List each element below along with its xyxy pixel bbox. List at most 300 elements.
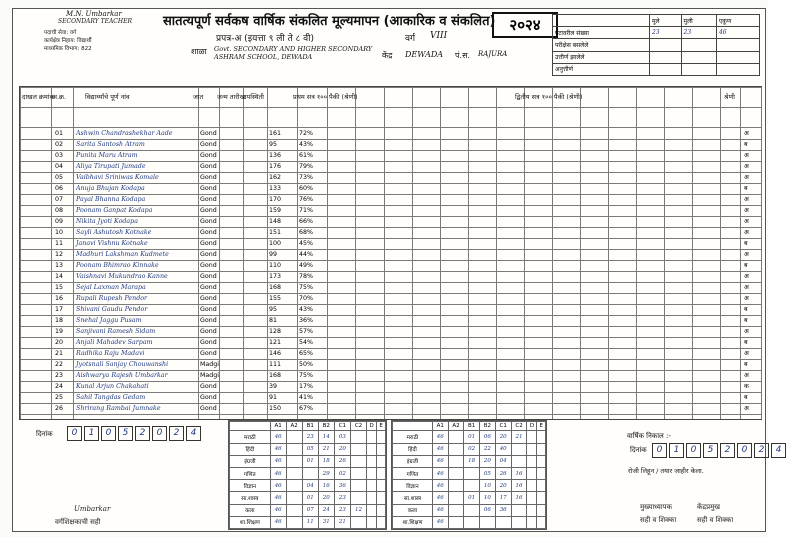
student-name: Shivani Gaudu Pendor — [76, 306, 148, 313]
attendance-days: 146 — [269, 350, 282, 357]
student-row — [20, 250, 761, 260]
grade-count: 01 — [464, 492, 480, 504]
student-row — [20, 305, 761, 315]
term1-header: प्रथम सत्र १०० पैकी (श्रेणी) — [293, 93, 358, 101]
form-subtitle: प्रपत्र-अ (इयत्ता ९ ली ते ८ वी) — [216, 34, 314, 44]
grade-count — [448, 455, 464, 467]
student-name: Snehal Jaggu Pusam — [76, 317, 142, 324]
final-grade: ब — [744, 306, 748, 313]
attendance-percent: 54% — [299, 339, 313, 346]
grade-count — [367, 492, 377, 504]
grade-count — [527, 516, 537, 528]
student-caste: Gond — [200, 174, 217, 181]
final-grade: ब — [744, 141, 748, 148]
grade-count — [377, 516, 386, 528]
grade-count — [350, 480, 366, 492]
student-row — [20, 393, 761, 403]
final-grade: अ — [744, 372, 749, 379]
grade-count — [286, 455, 302, 467]
grade-count: 03 — [334, 431, 350, 443]
student-row — [20, 206, 761, 216]
student-row — [20, 162, 761, 172]
student-name: Poonam Ganpat Kodapa — [76, 207, 153, 214]
final-grade: अ — [744, 163, 749, 170]
subject-name: हिंदी — [393, 443, 433, 455]
attendance-days: 173 — [269, 273, 282, 280]
student-name: Aliya Tirupati Jumade — [76, 163, 146, 170]
subject-name: विज्ञान — [230, 480, 271, 492]
attendance-days: 99 — [269, 251, 278, 258]
grade-count: 36 — [495, 504, 511, 516]
final-grade: अ — [744, 229, 749, 236]
result-label: वार्षिक निकाल :- — [627, 432, 671, 440]
final-grade: अ — [744, 405, 749, 412]
grade-count: 14 — [318, 431, 334, 443]
grade-count: 46 — [432, 516, 448, 528]
student-name: Sarita Santosh Atram — [76, 141, 145, 148]
summary-value: 23 — [681, 27, 716, 39]
attendance-percent: 60% — [299, 185, 313, 192]
student-name: Aishwarya Rajesh Umbarkar — [76, 372, 168, 379]
grade-count: A2 — [448, 422, 464, 431]
date-digit: 0 — [101, 426, 116, 441]
student-number: 19 — [55, 328, 64, 335]
date-digit: 2 — [169, 426, 184, 441]
term2-header: द्वितीय सत्र १०० पैकी (श्रेणी) — [515, 93, 583, 101]
attendance-percent: 65% — [299, 350, 313, 357]
attendance-days: 128 — [269, 328, 282, 335]
subject-name: कला — [230, 504, 271, 516]
attendance-days: 95 — [269, 141, 278, 148]
attendance-days: 110 — [269, 262, 282, 269]
summary-grade-row — [230, 480, 386, 492]
summary-table — [552, 14, 760, 76]
final-grade: ब — [744, 185, 748, 192]
grade-count: 21 — [318, 443, 334, 455]
summary-header: मुले — [649, 15, 681, 27]
attendance-days: 162 — [269, 174, 282, 181]
final-grade: ब — [744, 394, 748, 401]
attendance-percent: 43% — [299, 306, 313, 313]
student-row — [20, 140, 761, 150]
grade-count — [537, 480, 546, 492]
attendance-days: 81 — [269, 317, 278, 324]
student-row — [20, 327, 761, 337]
student-row — [20, 151, 761, 161]
grade-count: 16 — [511, 492, 527, 504]
student-row — [20, 239, 761, 249]
student-caste: Gond — [200, 240, 217, 247]
subject-name: शा.शिक्षण — [393, 516, 433, 528]
grade-count — [537, 468, 546, 480]
final-grade: अ — [744, 152, 749, 159]
headmaster-sign-label: सही व शिक्का — [640, 516, 677, 524]
attendance-percent: 44% — [299, 251, 313, 258]
grade-count: 21 — [511, 431, 527, 443]
summary-grade-row — [393, 431, 546, 443]
grade-count — [286, 480, 302, 492]
attendance-percent: 61% — [299, 152, 313, 159]
summary-grade-row — [230, 431, 386, 443]
subject-name — [393, 422, 433, 431]
student-caste: Gond — [200, 185, 217, 192]
student-name: Kunal Arjun Chakahati — [76, 383, 149, 390]
grade-count — [448, 516, 464, 528]
grade-count — [537, 455, 546, 467]
student-name: Radhika Raju Madavi — [76, 350, 145, 357]
grade-count: B2 — [318, 422, 334, 431]
attendance-days: 170 — [269, 196, 282, 203]
student-name: Vaishnavi Mukundrao Kanne — [76, 273, 168, 280]
student-name: Rupali Rupesh Pendor — [76, 295, 148, 302]
student-caste: Madgi — [200, 361, 220, 368]
attendance-percent: 49% — [299, 262, 313, 269]
subject-name: इंग्रजी — [230, 455, 271, 467]
summary-value — [716, 63, 759, 75]
sr-header: अ.क्र. — [52, 93, 67, 101]
grade-count: 46 — [270, 516, 286, 528]
grade-count: 18 — [318, 455, 334, 467]
grade-count: 46 — [270, 431, 286, 443]
attendance-percent: 71% — [299, 207, 313, 214]
subject-name: सा.शास्त्र — [230, 492, 271, 504]
grade-count: 29 — [318, 468, 334, 480]
grade-count — [367, 504, 377, 516]
teacher-name: M.N. Umbarkar — [66, 10, 122, 18]
summary-grade-row — [230, 455, 386, 467]
header-note-1: पदाची सेवा: वर्ग — [44, 30, 77, 36]
grade-count: 46 — [270, 504, 286, 516]
attendance-days: 136 — [269, 152, 282, 159]
date-digit: 2 — [720, 443, 735, 458]
grade-count — [527, 492, 537, 504]
grade-count: 07 — [302, 504, 318, 516]
grade-count — [286, 504, 302, 516]
header-note-3: माध्यमिक विभाग: 822 — [44, 46, 92, 52]
summary-grade-row — [393, 455, 546, 467]
date-digit: 0 — [652, 443, 667, 458]
student-row — [20, 173, 761, 183]
summary-grade-row — [230, 468, 386, 480]
grade-count: 46 — [432, 480, 448, 492]
final-grade: अ — [744, 218, 749, 225]
grade-count — [448, 480, 464, 492]
student-number: 10 — [55, 229, 64, 236]
student-row — [20, 349, 761, 359]
summary-grade-row — [230, 504, 386, 516]
attendance-percent: 78% — [299, 273, 313, 280]
grid-header-line — [20, 107, 761, 108]
student-caste: Gond — [200, 317, 217, 324]
grade-count — [350, 431, 366, 443]
grade-count: B1 — [302, 422, 318, 431]
student-number: 03 — [55, 152, 64, 159]
grade-count: 26 — [495, 468, 511, 480]
subject-name: गणित — [230, 468, 271, 480]
school-name: Govt. SECONDARY AND HIGHER SECONDARY ASHRAM SCHOOL, DEWADA — [214, 45, 373, 61]
grade-count — [377, 443, 386, 455]
student-name: Madhuri Lakshman Kudmete — [76, 251, 169, 258]
attendance-percent: 75% — [299, 372, 313, 379]
summary-value — [649, 51, 681, 63]
date-digit: 4 — [771, 443, 786, 458]
student-row — [20, 195, 761, 205]
student-caste: Gond — [200, 350, 217, 357]
student-number: 09 — [55, 218, 64, 225]
attendance-header: उपस्थिती — [243, 93, 264, 101]
attendance-days: 148 — [269, 218, 282, 225]
student-number: 26 — [55, 405, 64, 412]
grade-count: 04 — [302, 480, 318, 492]
student-number: 05 — [55, 174, 64, 181]
grid-row-line — [20, 414, 761, 415]
date-digit: 4 — [186, 426, 201, 441]
attendance-percent: 57% — [299, 328, 313, 335]
left-date-boxes — [67, 426, 201, 441]
student-row — [20, 228, 761, 238]
student-row — [20, 338, 761, 348]
header-note-2: कार्यक्षेत्र निहाय: विद्यार्थी — [44, 38, 92, 44]
grade-count: C1 — [334, 422, 350, 431]
summary-value — [681, 51, 716, 63]
summary-grade-row — [230, 516, 386, 528]
summary-label: परीक्षेस बसलेले — [553, 39, 650, 51]
subject-name: हिंदी — [230, 443, 271, 455]
attendance-days: 176 — [269, 163, 282, 170]
dob-header: जन्म तारीख — [217, 93, 245, 101]
school-label: शाळा — [191, 47, 207, 56]
bottom-table-right — [391, 420, 547, 530]
student-number: 07 — [55, 196, 64, 203]
grade-count — [480, 516, 496, 528]
result-header: श्रेणी — [724, 93, 735, 101]
grade-count: E — [377, 422, 386, 431]
grade-count: 05 — [480, 468, 496, 480]
student-name: Janavi Vishnu Kotnake — [76, 240, 148, 247]
left-date-label: दिनांक — [36, 430, 53, 438]
grade-count — [377, 455, 386, 467]
grade-count — [527, 504, 537, 516]
student-caste: Gond — [200, 163, 217, 170]
grade-count — [377, 431, 386, 443]
student-caste: Gond — [200, 196, 217, 203]
attendance-percent: 75% — [299, 284, 313, 291]
final-grade: अ — [744, 196, 749, 203]
grade-count — [350, 455, 366, 467]
student-caste: Gond — [200, 218, 217, 225]
grade-count: 20 — [318, 492, 334, 504]
final-grade: ब — [744, 339, 748, 346]
student-row — [20, 382, 761, 392]
summary-grade-row — [393, 480, 546, 492]
attendance-days: 39 — [269, 383, 278, 390]
attendance-percent: 45% — [299, 240, 313, 247]
subject-name: विज्ञान — [393, 480, 433, 492]
attendance-percent: 79% — [299, 163, 313, 170]
grade-count — [537, 504, 546, 516]
grade-count: 06 — [480, 431, 496, 443]
attendance-percent: 68% — [299, 229, 313, 236]
student-number: 13 — [55, 262, 64, 269]
summary-value — [649, 63, 681, 75]
summary-grade-row — [230, 422, 386, 431]
grade-count: D — [527, 422, 537, 431]
grade-count: 23 — [334, 492, 350, 504]
grade-count — [350, 443, 366, 455]
grade-count — [286, 516, 302, 528]
grade-count — [537, 492, 546, 504]
attendance-percent: 36% — [299, 317, 313, 324]
student-caste: Gond — [200, 207, 217, 214]
attendance-percent: 41% — [299, 394, 313, 401]
student-number: 23 — [55, 372, 64, 379]
grade-count: 22 — [480, 443, 496, 455]
center-value: DEWADA — [405, 50, 444, 59]
subject-name: मराठी — [393, 431, 433, 443]
student-caste: Gond — [200, 284, 217, 291]
student-row — [20, 129, 761, 139]
student-name: Sejal Laxman Marapa — [76, 284, 146, 291]
grade-count — [350, 468, 366, 480]
grade-count: 46 — [432, 443, 448, 455]
student-name: Jyotsnali Sanjay Chouwanshi — [76, 361, 169, 368]
grade-count — [350, 516, 366, 528]
student-name: Payal Bhanna Kodapa — [76, 196, 146, 203]
summary-grade-row — [393, 422, 546, 431]
ps-label: पं.स. — [455, 51, 471, 60]
final-grade: अ — [744, 328, 749, 335]
grade-count — [527, 468, 537, 480]
attendance-days: 168 — [269, 284, 282, 291]
grade-count — [377, 480, 386, 492]
student-number: 04 — [55, 163, 64, 170]
student-number: 12 — [55, 251, 64, 258]
summary-grade-row — [393, 516, 546, 528]
name-header: विद्यार्थ्यांचे पूर्ण नांव — [85, 93, 130, 101]
grade-count — [537, 431, 546, 443]
student-row — [20, 261, 761, 271]
grade-count: 05 — [302, 443, 318, 455]
grade-count: 46 — [432, 492, 448, 504]
student-number: 20 — [55, 339, 64, 346]
student-number: 02 — [55, 141, 64, 148]
final-grade: ब — [744, 240, 748, 247]
grid-header-line — [20, 87, 761, 88]
grade-count — [448, 431, 464, 443]
grade-count: 20 — [495, 480, 511, 492]
teacher-designation: SECONDARY TEACHER — [58, 18, 133, 25]
student-grid — [19, 86, 762, 420]
date-digit: 0 — [67, 426, 82, 441]
grade-count — [527, 455, 537, 467]
grade-count — [377, 492, 386, 504]
grade-count — [448, 492, 464, 504]
student-name: Poonam Bhimrao Kinnake — [76, 262, 159, 269]
grade-count — [286, 431, 302, 443]
grade-count: 16 — [511, 468, 527, 480]
date-digit: 1 — [84, 426, 99, 441]
grade-count: 12 — [350, 504, 366, 516]
right-date-label: दिनांक — [630, 446, 647, 454]
attendance-days: 151 — [269, 229, 282, 236]
attendance-days: 133 — [269, 185, 282, 192]
student-caste: Gond — [200, 394, 217, 401]
date-digit: 2 — [135, 426, 150, 441]
student-caste: Gond — [200, 339, 217, 346]
summary-value: 23 — [649, 27, 681, 39]
grade-count: A1 — [432, 422, 448, 431]
attendance-days: 100 — [269, 240, 282, 247]
grade-count: 20 — [495, 431, 511, 443]
student-row — [20, 184, 761, 194]
student-name: Vaibhavi Sriniwas Komale — [76, 174, 159, 181]
student-caste: Madgi — [200, 372, 220, 379]
attendance-percent: 73% — [299, 174, 313, 181]
date-digit: 0 — [152, 426, 167, 441]
grade-count — [367, 431, 377, 443]
student-name: Ashwin Chandrashekhar Aade — [76, 130, 173, 137]
student-number: 25 — [55, 394, 64, 401]
grade-count — [511, 443, 527, 455]
grade-count — [511, 516, 527, 528]
grade-count — [511, 504, 527, 516]
student-number: 18 — [55, 317, 64, 324]
grade-count: 40 — [495, 443, 511, 455]
grade-count: 16 — [318, 480, 334, 492]
grade-count: 46 — [270, 455, 286, 467]
grade-count: 24 — [318, 504, 334, 516]
grade-count: 16 — [511, 480, 527, 492]
headmaster-label: मुख्याध्यापक — [640, 503, 673, 511]
summary-value — [681, 39, 716, 51]
roll-header: दाखल क्रमांक — [22, 93, 55, 101]
final-grade: अ — [744, 251, 749, 258]
grade-count: 01 — [302, 455, 318, 467]
final-grade: अ — [744, 207, 749, 214]
grade-count: 01 — [302, 492, 318, 504]
attendance-percent: 43% — [299, 141, 313, 148]
subject-name: कला — [393, 504, 433, 516]
grade-count: 10 — [480, 480, 496, 492]
date-digit: 5 — [118, 426, 133, 441]
grade-count — [448, 468, 464, 480]
date-digit: 5 — [703, 443, 718, 458]
summary-grade-row — [393, 443, 546, 455]
final-grade: अ — [744, 350, 749, 357]
grade-count: 46 — [270, 443, 286, 455]
student-number: 14 — [55, 273, 64, 280]
student-caste: Gond — [200, 405, 217, 412]
student-row — [20, 272, 761, 282]
date-digit: 1 — [669, 443, 684, 458]
student-row — [20, 371, 761, 381]
grade-count — [367, 468, 377, 480]
date-digit: 0 — [686, 443, 701, 458]
student-name: Shrirang Rambai Jumnake — [76, 405, 161, 412]
grade-count — [377, 504, 386, 516]
grade-count — [448, 443, 464, 455]
subject-name: इंग्रजी — [393, 455, 433, 467]
summary-grade-row — [230, 492, 386, 504]
summary-value — [716, 51, 759, 63]
grade-count: A1 — [270, 422, 286, 431]
summary-label: उत्तीर्ण झालेले — [553, 51, 650, 63]
attendance-days: 95 — [269, 306, 278, 313]
grade-count: C1 — [495, 422, 511, 431]
student-row — [20, 316, 761, 326]
student-caste: Gond — [200, 130, 217, 137]
student-row — [20, 294, 761, 304]
